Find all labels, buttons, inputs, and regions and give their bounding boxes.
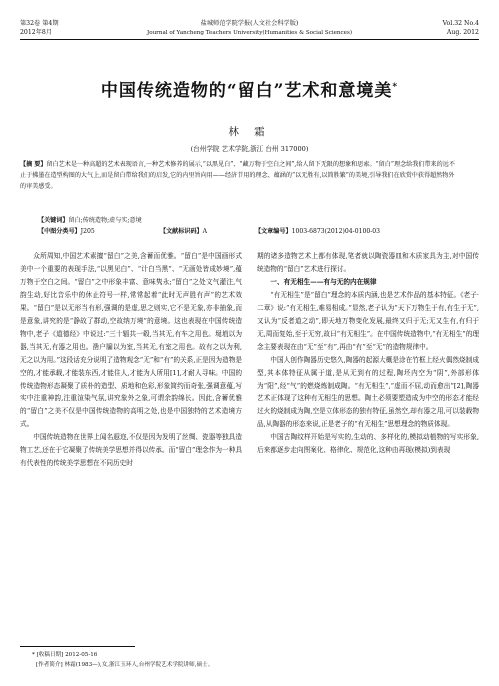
- title-text: 中国传统造物的“留白”艺术和意境美: [100, 81, 393, 101]
- left-paragraph-2: 中国传统造物在世界上闻名遐迩,不仅是因为发明了丝绸、瓷器等独具造物工艺,还在于它凝聚了传统美学思想并得以传承。而“留白”理念作为一种具有代表性的传统美学思想在不同历史时: [20, 433, 242, 468]
- article-title: [20, 76, 479, 101]
- keywords-text: 留白;传统造物;虚与实;意境: [68, 217, 142, 224]
- author-info-label: [作者简介]: [36, 662, 63, 668]
- section-heading-1: 一、有无相生——有与无的内在规律: [270, 277, 377, 286]
- title-footnote-mark: *: [392, 82, 399, 93]
- header-volume-en: Vol.32 No.4: [442, 20, 479, 27]
- header-date-en: Aug. 2012: [446, 29, 479, 36]
- right-paragraph-2: “有无相生”是“留白”理念的本质内涵,也是艺术作品的基本特征。《老子·二章》说:“有无相生,难易相成。”显然,老子认为“天下万物生于有,有生于无”,又认为“反者道之动”,即天地万物变化发展,最终又归于无;无又生有,有归于无,周而复始,至于无穷,故曰“有无相生”。在中国传统造物中,“有无相生”的理念主要表现在由“无”至“有”,再由“有”至“无”的造物规律中。: [257, 290, 479, 351]
- footnote-received: [32, 651, 97, 660]
- footnote-rule: [20, 646, 135, 647]
- article-number-value: 1003-6873(2012)04-0100-03: [291, 228, 381, 235]
- clc-value: J205: [80, 228, 95, 235]
- right-paragraph-1: 期的诸多造物艺术上都有体现,笔者就以陶瓷器皿和木质家具为主,对中国传统造物的“留白”艺术进行探讨。: [257, 252, 479, 273]
- author-affiliation: (台州学院 艺术学院,浙江 台州 317000): [190, 145, 309, 153]
- abstract-block: [20, 159, 460, 193]
- right-column: [257, 250, 479, 457]
- keywords-label: 【关键词】: [38, 217, 69, 224]
- author-info-text: 林霜(1983—),女,浙江玉环人,台州学院艺术学院讲师,硕士。: [64, 662, 214, 668]
- abstract-text: 留白艺术是一种高超的艺术表现语言,一种艺术修养的展示,“以黑见白”、“藏万物于空白之间”,给人留下无限的想象和思索。“留白”理念给我们带来的远不止于拂墨在造型构图的大气上,而是留白带给我们的启发,它的内里旨向用——经济节用的理念、蕴涵的“以无胜有,以简胜繁”的美境,引导我们在欣赏中获得超然物外的审美感受。: [20, 161, 455, 191]
- received-label: [收稿日期]: [36, 652, 64, 658]
- footnote-author: [36, 661, 213, 670]
- left-column: [20, 250, 242, 470]
- clc-line: [38, 226, 95, 235]
- right-paragraph-4: 中国古陶纹样开始是写实的,生动的、多样化的,模拟动植物的写实形象,后来都逐步走向图案化、格律化、规范化,这种由再现(模拟)到表现: [257, 433, 479, 455]
- header-journal-cn: 盐城师范学院学报(人文社会科学版): [200, 20, 299, 27]
- header-date-cn: 2012年8月: [20, 29, 53, 36]
- doc-code-label: 【文献标识码】: [160, 228, 203, 235]
- header-volume-cn: 第32卷 第4期: [20, 20, 59, 27]
- article-number-line: [255, 226, 380, 235]
- left-paragraph-1: 众所周知,中国艺术素擅“留白”之美,含蓄而优雅。“留白”是中国画形式美中一个重要的表现手法,“以黑见白”、“计白当黑”、“无画处皆成妙境”,蕴万物于空白之间。“留白”之中形象丰富、意味隽永;“留白”之处文气灌注,气韵生动,好比音乐中的休止符号一样,常常起着“此时无声胜有声”的艺术效果。“留白”是以无形当有形,强调的是虚,思之则实,它不是无象,亦非抽象,而是意象,讲究的是“静故了群动,空故纳万境”的意境。这也表现在中国传统造物中,老子《道德经》中说过:“三十辐共一毂,当其无,有车之用也。埏埴以为器,当其无,有器之用也。凿户牖以为室,当其无,有室之用也。故有之以为利,无之以为用。”这段话充分说明了造物观念“无”和“有”的关系,正是因为造物是空的,才能承载,才能装东西,才能住人,才能为人所用[1],才耐人寻味。中国的传统造物形态凝聚了质朴的造型、质地和色彩,形象简约而奇张,强调意蕴,写实中注重神韵,注重渲染气氛,讲究象外之象,可谓余韵绵长。因此,含蓄优雅的“留白”之美不仅是中国传统造物的高明之处,也是中国独特的艺术造境方式。: [20, 252, 242, 429]
- article-number-label: 【文章编号】: [255, 228, 292, 235]
- doc-code-line: [160, 226, 207, 235]
- header-rule: [20, 39, 479, 40]
- author-name: 林 霜: [228, 126, 271, 138]
- right-paragraph-3: 中国人创作陶器历史悠久,陶器的起源大概是涂在竹框上经火偶然烧制成型,其本体特征从属于道,是从无到有的过程,陶坯内空为“阴”,外部形体为“阳”,经“气”的燃烧炼制成陶。“有无相生”,“虚而不屈,动而愈出”[2],陶器艺术正体现了这种有无相生的思想。陶土必须要塑造成为中空的形态才能经过火的烧制成为陶,空是立体形态的独有特征,虽然空,却有器之用,可以装载物品,从陶器的形态来说,正是老子的“有无相生”思想理念的物质体现。: [257, 355, 479, 429]
- footnote-marker: *: [32, 652, 35, 658]
- header-journal-en: Journal of Yancheng Teachers University(Humanities & Social Sciences): [146, 30, 353, 36]
- keywords-line: [38, 215, 142, 224]
- received-date: 2012-05-16: [65, 652, 98, 658]
- doc-code-value: A: [202, 228, 208, 235]
- abstract-label: 【摘 要】: [20, 161, 47, 168]
- clc-label: 【中图分类号】: [38, 228, 81, 235]
